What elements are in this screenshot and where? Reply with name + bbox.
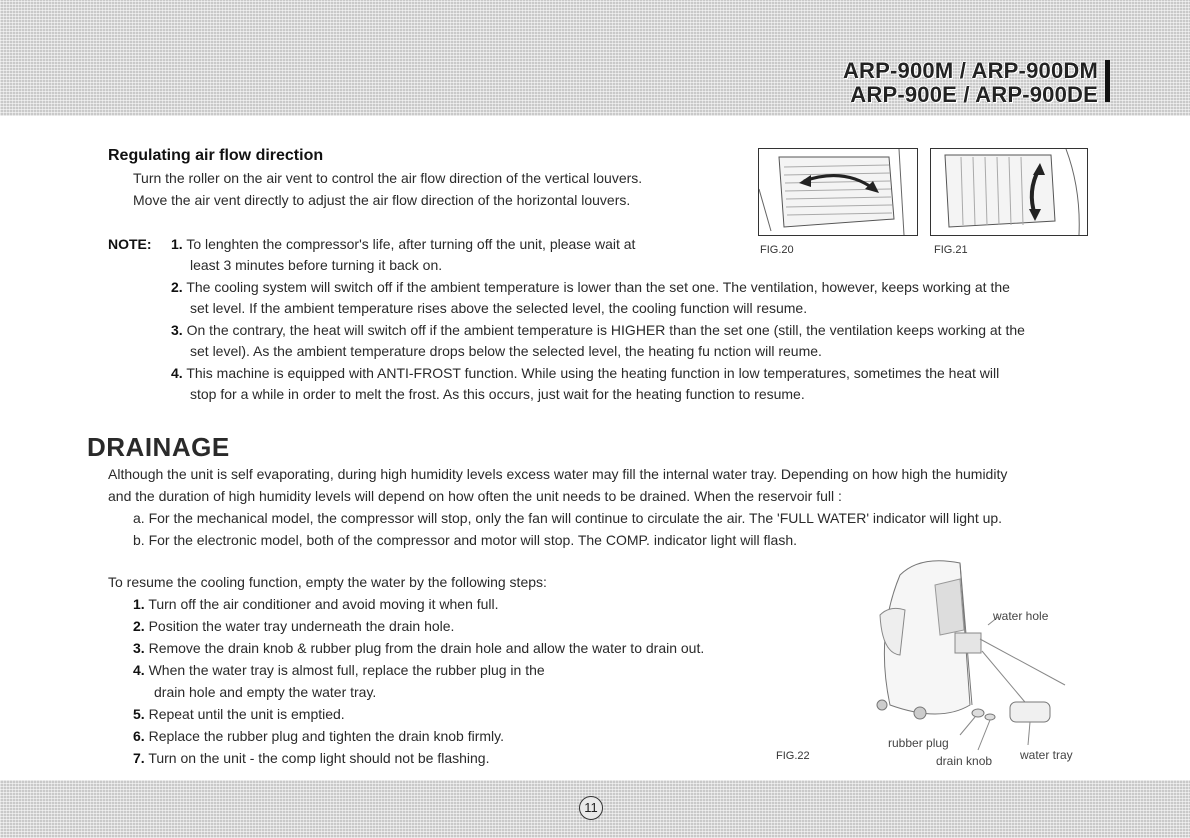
note-item-4-cont: stop for a while in order to melt the frost. As this occurs, just wait for the heating function to resume.	[190, 386, 805, 402]
label-rubber-plug: rubber plug	[888, 736, 949, 750]
drainage-intro-line1: Although the unit is self evaporating, during high humidity levels excess water may fill the internal water tray. Depending on how high the humidity	[108, 466, 1008, 482]
step-4-cont: drain hole and empty the water tray.	[154, 684, 377, 700]
model-numbers-line1: ARP-900M / ARP-900DM	[842, 58, 1098, 83]
step-text: Turn off the air conditioner and avoid moving it when full.	[148, 596, 499, 612]
fig22-caption: FIG.22	[776, 750, 810, 762]
note-item-text: To lenghten the compressor's life, after turning off the unit, please wait at	[186, 236, 636, 252]
header-accent-bar	[1105, 60, 1110, 102]
page-number: 11	[579, 796, 603, 820]
fig21-illustration	[930, 148, 1088, 236]
note-item-4	[171, 365, 999, 381]
step-5	[133, 706, 345, 722]
note-item-1-cont: least 3 minutes before turning it back on.	[190, 257, 443, 273]
note-item-number: 1.	[171, 236, 183, 252]
label-water-tray: water tray	[1020, 748, 1073, 762]
drainage-intro-line2: and the duration of high humidity levels will depend on how often the unit needs to be drained. When the reservoir full :	[108, 488, 842, 504]
step-3	[133, 640, 704, 656]
note-item-text: On the contrary, the heat will switch off if the ambient temperature is HIGHER than the set one (still, the ventilation keeps working at the	[186, 322, 1025, 338]
note-item-1	[171, 236, 635, 252]
step-number: 5.	[133, 706, 145, 722]
note-item-text: This machine is equipped with ANTI-FROST function. While using the heating function in low temperatures, sometimes the heat will	[186, 365, 1000, 381]
drainage-item-a: a. For the mechanical model, the compressor will stop, only the fan will continue to circulate the air. The 'FULL WATER' indicator will light up.	[133, 510, 1003, 526]
note-item-3-cont: set level). As the ambient temperature drops below the selected level, the heating fu nction will reume.	[190, 343, 822, 359]
airflow-heading: Regulating air flow direction	[108, 147, 324, 164]
note-item-3	[171, 322, 1025, 338]
step-text: Replace the rubber plug and tighten the drain knob firmly.	[148, 728, 504, 744]
step-text: Position the water tray underneath the drain hole.	[148, 618, 455, 634]
note-label: NOTE:	[108, 236, 152, 252]
fig21-caption: FIG.21	[934, 244, 968, 256]
drainage-item-b: b. For the electronic model, both of the compressor and motor will stop. The COMP. indicator light will flash.	[133, 532, 798, 548]
drainage-heading: DRAINAGE	[87, 432, 230, 462]
note-item-number: 3.	[171, 322, 183, 338]
note-item-2	[171, 279, 1010, 295]
step-2	[133, 618, 454, 634]
step-text: Repeat until the unit is emptied.	[148, 706, 345, 722]
airflow-text-line2: Move the air vent directly to adjust the air flow direction of the horizontal louvers.	[133, 192, 631, 208]
fig20-caption: FIG.20	[760, 244, 794, 256]
step-number: 7.	[133, 750, 145, 766]
note-item-number: 2.	[171, 279, 183, 295]
step-text: Remove the drain knob & rubber plug from the drain hole and allow the water to drain out.	[148, 640, 705, 656]
note-item-2-cont: set level. If the ambient temperature rises above the selected level, the cooling function will resume.	[190, 300, 808, 316]
step-number: 3.	[133, 640, 145, 656]
step-1	[133, 596, 499, 612]
airflow-text-line1: Turn the roller on the air vent to control the air flow direction of the vertical louvers.	[133, 170, 643, 186]
steps-intro: To resume the cooling function, empty the water by the following steps:	[108, 574, 547, 590]
label-drain-knob: drain knob	[936, 754, 993, 768]
step-number: 1.	[133, 596, 145, 612]
note-item-text: The cooling system will switch off if the ambient temperature is lower than the set one. The ventilation, however, keeps working at the	[186, 279, 1010, 295]
step-number: 4.	[133, 662, 145, 678]
step-4	[133, 662, 545, 678]
step-7	[133, 750, 489, 766]
note-item-number: 4.	[171, 365, 183, 381]
step-6	[133, 728, 504, 744]
step-text: When the water tray is almost full, replace the rubber plug in the	[148, 662, 545, 678]
step-number: 2.	[133, 618, 145, 634]
step-number: 6.	[133, 728, 145, 744]
fig20-illustration	[758, 148, 918, 236]
model-numbers-line2: ARP-900E / ARP-900DE	[850, 82, 1098, 107]
step-text: Turn on the unit - the comp light should not be flashing.	[148, 750, 490, 766]
label-water-hole: water hole	[993, 609, 1049, 623]
